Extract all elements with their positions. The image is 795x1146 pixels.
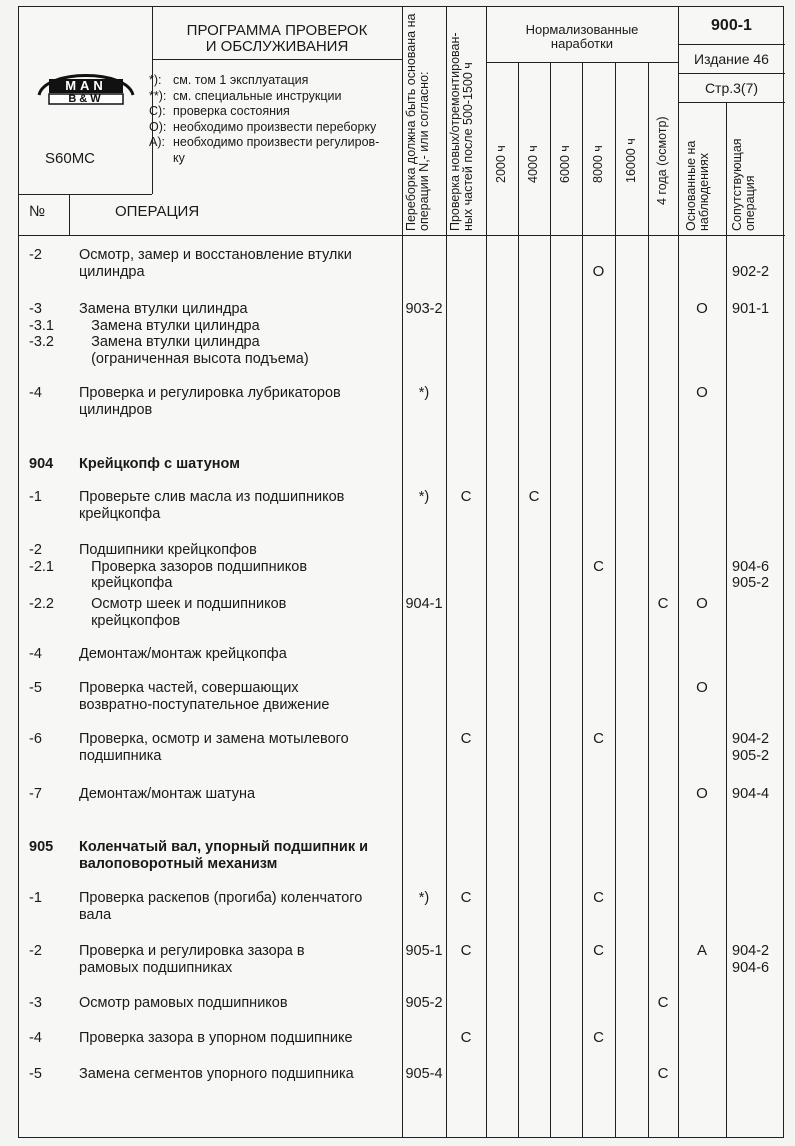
- overhaul-basis-ref: 903-2: [405, 301, 443, 317]
- program-title: [152, 23, 402, 55]
- logo-bw-text: B&W: [68, 93, 104, 105]
- legend-key-4: О):: [149, 119, 167, 134]
- interval-mark-h8000: С: [593, 942, 604, 959]
- col-line-6000: [550, 62, 551, 1137]
- row-number: -2.2: [29, 596, 54, 612]
- operation-text: возвратно-поступательное движение: [79, 696, 330, 713]
- interval-mark-obs: А: [696, 942, 707, 959]
- normalized-hours-line2: наработки: [550, 36, 614, 51]
- legend-text-2: см. специальные инструкции: [173, 88, 342, 103]
- operation-text: Проверка, осмотр и замена мотылевого: [79, 731, 349, 747]
- operation-text: цилиндра: [79, 263, 145, 280]
- col-header-overhaul-basis: Переборка должна быть основана на операции N,- или согласно:: [404, 13, 431, 231]
- operation-text: Проверка раскепов (прогиба) коленчатого: [79, 890, 363, 906]
- operation-text: вала: [79, 906, 112, 923]
- legend-key-5: А):: [149, 135, 165, 149]
- accompanying-operation: 904-2: [732, 943, 770, 959]
- col-line-4years: [648, 62, 649, 1137]
- operation-text: Осмотр шеек и подшипников: [79, 596, 287, 612]
- col-header-6000: 6000 ч: [558, 145, 572, 183]
- operation-text: Проверьте слив масла из подшипников: [79, 489, 345, 505]
- col-line-acc: [726, 102, 727, 1137]
- col-header-8000: 8000 ч: [591, 145, 605, 183]
- interval-mark-obs: О: [696, 300, 708, 317]
- col-header-observation: Основанные на наблюдениях: [684, 140, 711, 231]
- program-title-line1: ПРОГРАММА ПРОВЕРОК: [186, 22, 368, 39]
- legend-key-6: [149, 151, 173, 167]
- interval-mark-h8000: С: [593, 730, 604, 747]
- row-number: -2 -2.1: [29, 542, 54, 575]
- col-line-new: [446, 7, 447, 1137]
- accompanying-operation: 902-2: [732, 263, 770, 280]
- maintenance-program-sheet: [18, 6, 784, 1138]
- man-bw-logo: [31, 65, 141, 107]
- interval-mark-new: С: [460, 488, 472, 505]
- interval-mark-h8000: С: [593, 889, 604, 906]
- col-header-2000: 2000 ч: [494, 145, 508, 183]
- col-line-no-header: [69, 194, 70, 235]
- col-line-2000: [486, 7, 487, 1137]
- interval-mark-y4: С: [657, 595, 669, 612]
- operation-text: Проверка зазоров подшипников: [79, 558, 308, 575]
- interval-mark-new: С: [460, 1029, 472, 1046]
- accompanying-operation: 904-2: [732, 731, 770, 747]
- col-line-16000: [615, 62, 616, 1137]
- operation-text: Крейцкопф с шатуном: [79, 456, 240, 472]
- legend-key-3: С):: [149, 104, 166, 118]
- row-number: -3 -3.1 -3.2: [29, 301, 54, 350]
- operation-text: Проверка зазора в упорном подшипнике: [79, 1030, 353, 1046]
- operation-text: Замена втулки цилиндра: [79, 301, 248, 317]
- program-title-line2: И ОБСЛУЖИВАНИЯ: [205, 38, 349, 55]
- legend-text-3: проверка состояния: [173, 104, 290, 118]
- interval-mark-y4: С: [657, 994, 669, 1011]
- title-divider: [152, 59, 402, 60]
- col-header-new-parts: Проверка новых/отремонтирован-ных частей после 500-1500 ч: [448, 32, 475, 231]
- row-number: -1: [29, 489, 42, 505]
- col-line-8000: [582, 62, 583, 1137]
- interval-mark-h8000: О: [592, 262, 605, 280]
- interval-mark-new: С: [460, 942, 472, 959]
- logo-man-text: MAN: [65, 78, 107, 93]
- page-divider: [678, 102, 785, 103]
- normalized-hours-label: [486, 23, 678, 51]
- row-number: -4: [29, 385, 42, 401]
- doc-number: 900-1: [711, 17, 752, 34]
- interval-mark-obs: О: [696, 785, 708, 802]
- operation-text: Коленчатый вал, упорный подшипник и: [79, 839, 369, 855]
- interval-mark-new: С: [460, 889, 472, 906]
- operation-text: рамовых подшипниках: [79, 959, 233, 976]
- operation-text: Замена втулки цилиндра: [79, 334, 260, 350]
- legend: [149, 73, 401, 166]
- interval-mark-h8000: С: [593, 1029, 604, 1046]
- col-header-4000: 4000 ч: [526, 145, 540, 183]
- operation-text: Демонтаж/монтаж крейцкопфа: [79, 646, 287, 662]
- accompanying-operation: 905-2: [732, 747, 770, 764]
- overhaul-basis-ref: 905-4: [405, 1066, 443, 1082]
- col-header-operation: ОПЕРАЦИЯ: [115, 203, 200, 220]
- row-number: 904: [29, 456, 54, 472]
- row-number: -4: [29, 646, 42, 662]
- row-number: 905: [29, 839, 54, 855]
- normalized-hours-line1: Нормализованные: [525, 22, 639, 37]
- operation-text: Замена втулки цилиндра: [79, 317, 260, 334]
- col-header-16000: 16000 ч: [624, 138, 638, 183]
- col-header-no: №: [29, 203, 46, 220]
- row-number: -5: [29, 1066, 42, 1082]
- overhaul-basis-ref: *): [418, 489, 430, 505]
- row-number: -7: [29, 786, 42, 802]
- operation-text: Осмотр рамовых подшипников: [79, 995, 288, 1011]
- operation-text: (ограниченная высота подъема): [79, 350, 309, 367]
- row-number: -1: [29, 890, 42, 906]
- accompanying-operation: 901-1: [732, 301, 770, 317]
- interval-mark-new: С: [460, 730, 472, 747]
- operation-text: подшипника: [79, 747, 162, 764]
- accompanying-operation: 904-6: [732, 959, 770, 976]
- accompanying-operation: 904-4: [732, 786, 770, 802]
- edition-divider: [678, 73, 785, 74]
- operation-text: Проверка частей, совершающих: [79, 680, 299, 696]
- operation-text: Подшипники крейцкопфов: [79, 542, 257, 558]
- row-number: -3: [29, 995, 42, 1011]
- operation-text: крейцкопфов: [79, 612, 181, 629]
- row-number: -4: [29, 1030, 42, 1046]
- operation-text: крейцкопфа: [79, 575, 173, 591]
- interval-mark-h8000: С: [593, 557, 604, 575]
- legend-key-1: *):: [149, 73, 162, 87]
- legend-text-5: необходимо произвести регулиров-: [173, 135, 380, 149]
- operation-text: Замена сегментов упорного подшипника: [79, 1066, 354, 1082]
- operation-text: Демонтаж/монтаж шатуна: [79, 786, 256, 802]
- legend-text-6: ку: [173, 150, 185, 165]
- row-number: -2: [29, 247, 42, 263]
- operation-text: Осмотр, замер и восстановление втулки: [79, 247, 352, 263]
- row-number: -6: [29, 731, 42, 747]
- legend-key-2: **):: [149, 88, 167, 103]
- interval-mark-y4: С: [657, 1065, 669, 1082]
- operation-text: Проверка и регулировка лубрикаторов: [79, 385, 341, 401]
- page-number: Стр.3(7): [704, 80, 759, 96]
- operation-text: Проверка и регулировка зазора в: [79, 943, 305, 959]
- col-line-obs: [678, 7, 679, 1137]
- operation-text: крейцкопфа: [79, 505, 161, 522]
- interval-mark-obs: О: [696, 595, 708, 612]
- operation-text: валоповоротный механизм: [79, 855, 278, 872]
- overhaul-basis-ref: 904-1: [405, 596, 443, 612]
- col-line-ref: [402, 7, 403, 1137]
- operation-text: цилиндров: [79, 401, 153, 418]
- row-number: -5: [29, 680, 42, 696]
- engine-model: S60MC: [45, 150, 96, 167]
- col-header-4-years: 4 года (осмотр): [655, 116, 669, 205]
- edition: Издание 46: [694, 51, 769, 67]
- overhaul-basis-ref: 905-2: [405, 995, 443, 1011]
- interval-mark-h4000: С: [528, 488, 540, 505]
- col-header-accompanying: Сопутствующая операция: [730, 138, 757, 231]
- interval-mark-obs: О: [696, 384, 708, 401]
- legend-text-4: необходимо произвести переборку: [173, 119, 377, 134]
- accompanying-operation: 904-6: [732, 558, 770, 575]
- overhaul-basis-ref: *): [418, 385, 430, 401]
- docnum-divider: [678, 44, 785, 45]
- row-number: -2: [29, 943, 42, 959]
- interval-mark-obs: О: [696, 679, 708, 696]
- overhaul-basis-ref: *): [418, 890, 430, 906]
- col-line-4000: [518, 62, 519, 1137]
- legend-text-1: см. том 1 эксплуатация: [173, 73, 309, 87]
- header-divider-left: [19, 194, 152, 195]
- overhaul-basis-ref: 905-1: [405, 943, 443, 959]
- accompanying-operation: 905-2: [732, 575, 770, 591]
